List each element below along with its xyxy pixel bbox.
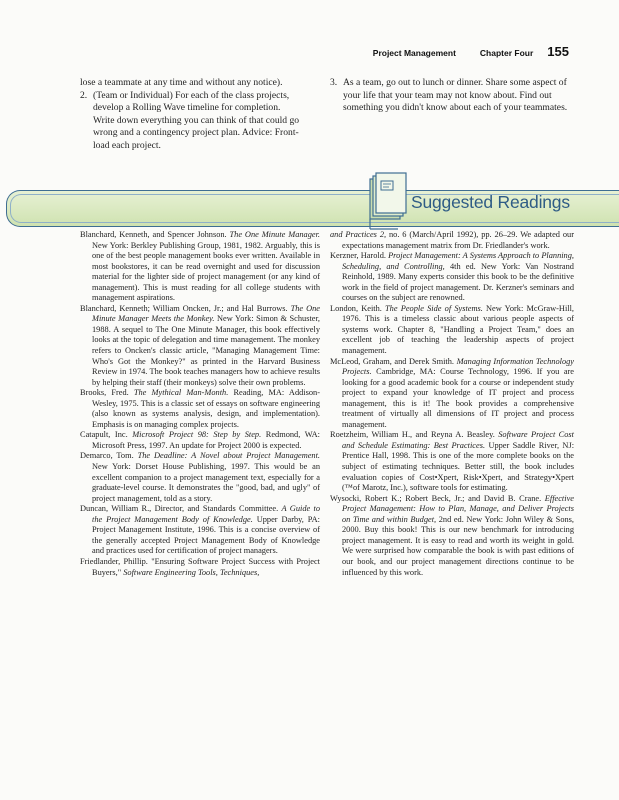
reference-annotation: New York: Dorset House Publishing, 1997. This would be an excellent companion to a project management text, especially for a graduate-level course. It demonstrates the "good, bad, and ugly" of project management, told as a story. bbox=[92, 462, 320, 503]
exercise-number: 2. bbox=[80, 89, 88, 101]
reference-entry bbox=[330, 230, 574, 251]
reference-author: Blanchard, Kenneth, and Spencer Johnson. bbox=[80, 230, 227, 239]
reference-author: Blanchard, Kenneth; William Oncken, Jr.; and Hal Burrows. bbox=[80, 303, 288, 313]
reference-title: The People Side of Systems. bbox=[385, 303, 483, 313]
reference-entry bbox=[330, 304, 574, 357]
reference-title: and Practices 2, bbox=[330, 230, 387, 239]
reference-title: Software Engineering Tools, Techniques, bbox=[123, 567, 260, 577]
exercises-right-column bbox=[330, 77, 570, 115]
reference-entry bbox=[80, 388, 320, 430]
reference-annotation: Reading, MA: Addison-Wesley, 1975. This is a classic set of essays on software engineering (also known as systems analysis, design, and implementation). Emphasis is on managing complex projects. bbox=[92, 388, 320, 429]
reference-annotation: Cambridge, MA: Course Technology, 1996. If you are looking for a good academic book for a course or independent study project to expand your knowledge of IT project and process management, this is it! The book provides a comprehensive treatment of virtually all dimensions of IT project and process management. bbox=[342, 367, 575, 429]
reference-entry bbox=[80, 451, 320, 504]
exercises-left-column bbox=[80, 77, 302, 153]
reference-title: Effective Project Management: How to Plan, Manage, and Deliver Projects on Time and within Budget, bbox=[342, 493, 574, 524]
reference-title: Managing Information Technology Projects. bbox=[342, 356, 575, 377]
reference-author: Brooks, Fred. bbox=[80, 388, 129, 398]
running-head bbox=[373, 44, 569, 58]
reference-entry bbox=[330, 357, 574, 431]
reference-author: McLeod, Graham, and Derek Smith. bbox=[330, 356, 454, 366]
reference-author: Kerzner, Harold. bbox=[330, 251, 386, 261]
exercise-text: As a team, go out to lunch or dinner. Share some aspect of your life that your team may not know about. Find out something you didn't know about each of your teammates. bbox=[343, 77, 568, 114]
reference-title: Microsoft Project 98: Step by Step. bbox=[132, 430, 262, 440]
running-head-chapter: Chapter Four bbox=[479, 48, 534, 58]
exercise-item-2 bbox=[80, 90, 302, 153]
references-right-column bbox=[330, 230, 574, 578]
reference-entry bbox=[330, 494, 574, 578]
books-icon bbox=[368, 171, 408, 233]
reference-author: Roetzheim, William H., and Reyna A. Beasley. bbox=[330, 430, 495, 440]
reference-annotation: 4th ed. New York: Van Nostrand Reinhold, 1989. Many experts consider this book to be the definitive work in the field of project management. Dr. Kerzner's seminars and courses on the subject are renowned. bbox=[342, 261, 574, 303]
page-number: 155 bbox=[547, 44, 569, 59]
exercise-number: 3. bbox=[330, 77, 338, 88]
reference-entry bbox=[80, 230, 320, 304]
running-head-title: Project Management bbox=[372, 48, 456, 58]
reference-entry bbox=[330, 430, 574, 493]
reference-annotation: New York: Berkley Publishing Group, 1981, 1982. Arguably, this is one of the best people management books ever written. Available in most bookstores, it can be read overnight and used for discussion material for the lighter side of project management (or any kind of management). This is must reading for all college students with management aspirations. bbox=[92, 240, 320, 303]
reference-entry bbox=[80, 430, 320, 451]
reference-author: Friedlander, Phillip. "Ensuring Software Project Success with Project Buyers," bbox=[80, 556, 320, 577]
reference-author: London, Keith. bbox=[330, 303, 382, 313]
reference-entry bbox=[80, 304, 320, 388]
reference-entry bbox=[80, 504, 320, 557]
reference-annotation: New York: McGraw-Hill, 1976. This is a timeless classic about various people aspects of systems work. Chapter 8, "Handling a Project Team," does an excellent job of teaching the leadership aspects of project management. bbox=[342, 303, 574, 356]
reference-title: The Mythical Man-Month. bbox=[133, 388, 229, 398]
reference-annotation: Redmond, WA: Microsoft Press, 1997. An update for Project 2000 is expected. bbox=[92, 430, 320, 450]
reference-author: Duncan, William R., Director, and Standards Committee. bbox=[80, 504, 279, 514]
reference-title: A Guide to the Project Management Body of Knowledge. bbox=[92, 504, 321, 524]
section-title: Suggested Readings bbox=[411, 192, 570, 212]
reference-annotation: New York: Simon & Schuster, 1988. A sequel to The One Minute Manager, this book effectively looks at the topic of delegation and time management. The monkey refers to Oncken's classic article, "Managing Management Time: Who's Got the Monkey?" as printed in the Harvard Business Review in 1974. The book teaches managers how to achieve results by helping their staff (their monkeys) solve their own problems. bbox=[92, 314, 320, 387]
reference-annotation: Upper Saddle River, NJ: Prentice Hall, 1998. This is one of the more complete books on the subject of estimating techniques. Better still, the book includes evaluation copies of Cost•Xpert, Risk•Xpert, and Strategy•Xpert (™of Marotz, Inc.), software tools for estimating. bbox=[342, 440, 575, 493]
reference-entry bbox=[80, 557, 320, 578]
reference-author: Catapult, Inc. bbox=[80, 430, 128, 440]
references-left-column bbox=[80, 230, 320, 578]
reference-title: The Deadline: A Novel about Project Management. bbox=[137, 451, 320, 461]
reference-title: Project Management: A Systems Approach to Planning, Scheduling, and Controlling, bbox=[342, 251, 574, 271]
reference-author: Wysocki, Robert K.; Robert Beck, Jr.; and David B. Crane. bbox=[330, 493, 542, 503]
reference-author: Demarco, Tom. bbox=[80, 451, 134, 461]
exercise-continued-text: lose a teammate at any time and without any notice). bbox=[80, 77, 283, 88]
reference-title: Software Project Cost and Schedule Estimating: Best Practices. bbox=[342, 430, 574, 450]
reference-title: The One Minute Manager. bbox=[229, 230, 320, 239]
reference-annotation: 2nd ed. New York: John Wiley & Sons, 2000. Buy this book! This is our new benchmark for introducing project management. It is easy to read and worth its weight in gold. We were surprised how comparable the book is with past editions of our book, and our project management directions continue to be influenced by this work. bbox=[342, 514, 574, 577]
reference-title: The One Minute Manager Meets the Monkey. bbox=[92, 303, 320, 324]
reference-entry bbox=[330, 251, 574, 304]
exercise-item-3 bbox=[330, 77, 570, 115]
reference-annotation: no. 6 (March/April 1992), pp. 26–29. We adapted our expectations management matrix from Dr. Friedlander's work. bbox=[342, 230, 574, 250]
exercise-text: (Team or Individual) For each of the class projects, develop a Rolling Wave timeline for completion. Write down everything you can think of that could go wrong and a contingency project plan. Advice: Front-load each project. bbox=[93, 89, 300, 151]
reference-annotation: Upper Darby, PA: Project Management Institute, 1996. This is a concise overview of the generally accepted Project Management Body of Knowledge and practices used for certification of project managers. bbox=[92, 514, 320, 556]
